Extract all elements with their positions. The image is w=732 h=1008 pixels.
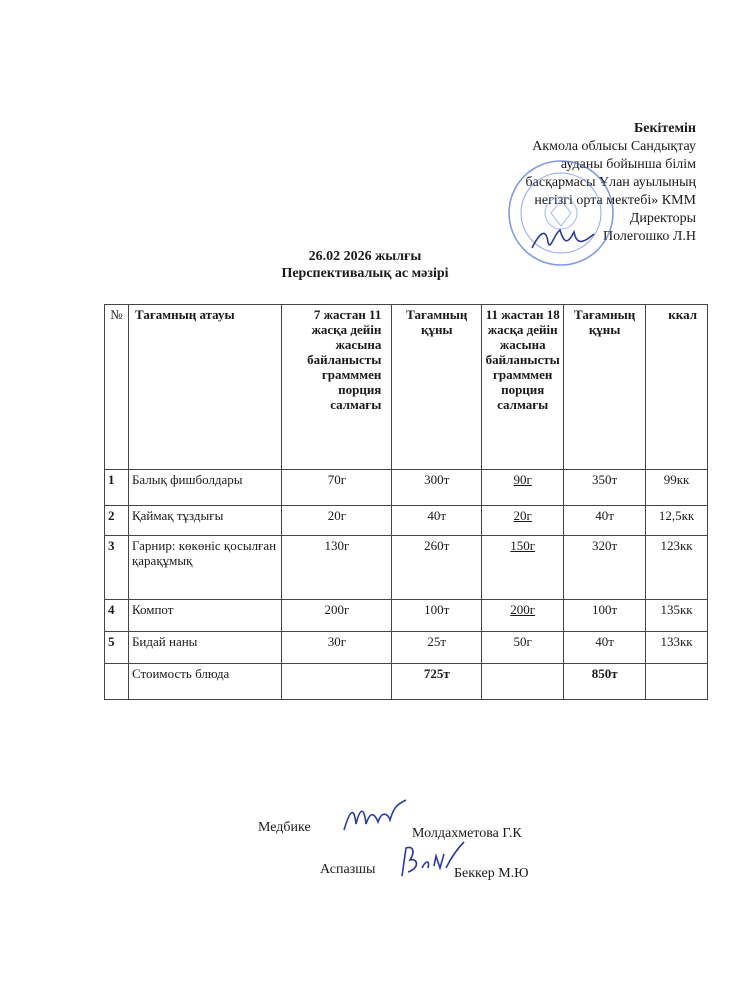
weight-11-18: 20г — [482, 506, 564, 536]
price-2: 40т — [564, 632, 646, 664]
dish-name: Қаймақ тұздығы — [128, 506, 282, 536]
col-header-price-2: Тағамның құны — [564, 305, 646, 470]
weight-7-11: 130г — [282, 536, 392, 600]
empty-cell — [105, 664, 129, 700]
row-number: 2 — [105, 506, 129, 536]
col-header-dish: Тағамның атауы — [128, 305, 282, 470]
price-1: 300т — [392, 470, 482, 506]
price-2: 100т — [564, 600, 646, 632]
kcal: 12,5кк — [646, 506, 708, 536]
approval-line: негізгі орта мектебі» КММ — [534, 193, 696, 208]
dish-name: Гарнир: көкөніс қосылған қарақұмық — [128, 536, 282, 600]
director-signature — [528, 222, 598, 256]
col-header-kcal: ккал — [646, 305, 708, 470]
col-header-price-1: Тағамның құны — [392, 305, 482, 470]
table-header-row — [105, 305, 708, 470]
price-2: 40т — [564, 506, 646, 536]
row-number: 1 — [105, 470, 129, 506]
weight-7-11: 20г — [282, 506, 392, 536]
table-total-row — [105, 664, 708, 700]
weight-7-11: 30г — [282, 632, 392, 664]
price-1: 25т — [392, 632, 482, 664]
approval-line: Директоры — [629, 211, 696, 226]
price-2: 320т — [564, 536, 646, 600]
menu-date: 26.02 2026 жылғы — [308, 249, 422, 264]
approval-line: Акмола облысы Сандықтау — [532, 139, 696, 154]
table-row — [105, 536, 708, 600]
price-1: 100т — [392, 600, 482, 632]
kcal: 123кк — [646, 536, 708, 600]
table-row — [105, 470, 708, 506]
weight-11-18: 200г — [482, 600, 564, 632]
approval-line: ауданы бойынша білім — [560, 157, 696, 172]
table-row — [105, 600, 708, 632]
row-number: 4 — [105, 600, 129, 632]
row-number: 3 — [105, 536, 129, 600]
price-1: 260т — [392, 536, 482, 600]
menu-title: Перспективалық ас мәзірі — [281, 266, 449, 281]
table-row — [105, 632, 708, 664]
menu-table — [104, 304, 708, 700]
total-price-2: 850т — [564, 664, 646, 700]
row-number: 5 — [105, 632, 129, 664]
document-title — [270, 248, 460, 282]
dish-name: Балық фишболдары — [128, 470, 282, 506]
approval-heading: Бекітемін — [633, 121, 696, 136]
medic-name: Молдахметова Г.К — [412, 826, 522, 841]
empty-cell — [646, 664, 708, 700]
table-row — [105, 506, 708, 536]
medic-role: Медбике — [258, 820, 311, 835]
kcal: 99кк — [646, 470, 708, 506]
cook-role: Аспазшы — [320, 862, 376, 877]
price-2: 350т — [564, 470, 646, 506]
kcal: 133кк — [646, 632, 708, 664]
approval-line: басқармасы Ұлан ауылының — [525, 175, 696, 190]
weight-7-11: 200г — [282, 600, 392, 632]
weight-11-18: 150г — [482, 536, 564, 600]
weight-11-18: 90г — [482, 470, 564, 506]
medic-signature — [340, 796, 410, 838]
approval-line: Полегошко Л.Н — [603, 229, 696, 244]
cook-name: Беккер М.Ю — [454, 866, 529, 881]
dish-name: Компот — [128, 600, 282, 632]
weight-11-18: 50г — [482, 632, 564, 664]
col-header-number: № — [105, 305, 129, 470]
weight-7-11: 70г — [282, 470, 392, 506]
price-1: 40т — [392, 506, 482, 536]
col-header-weight-7-11: 7 жастан 11 жасқа дейін жасына байланысты грамммен порция салмағы — [282, 305, 392, 470]
dish-name: Бидай наны — [128, 632, 282, 664]
total-price-1: 725т — [392, 664, 482, 700]
col-header-weight-11-18: 11 жастан 18 жасқа дейін жасына байланысты грамммен порция салмағы — [482, 305, 564, 470]
empty-cell — [482, 664, 564, 700]
kcal: 135кк — [646, 600, 708, 632]
empty-cell — [282, 664, 392, 700]
total-label: Стоимость блюда — [128, 664, 282, 700]
